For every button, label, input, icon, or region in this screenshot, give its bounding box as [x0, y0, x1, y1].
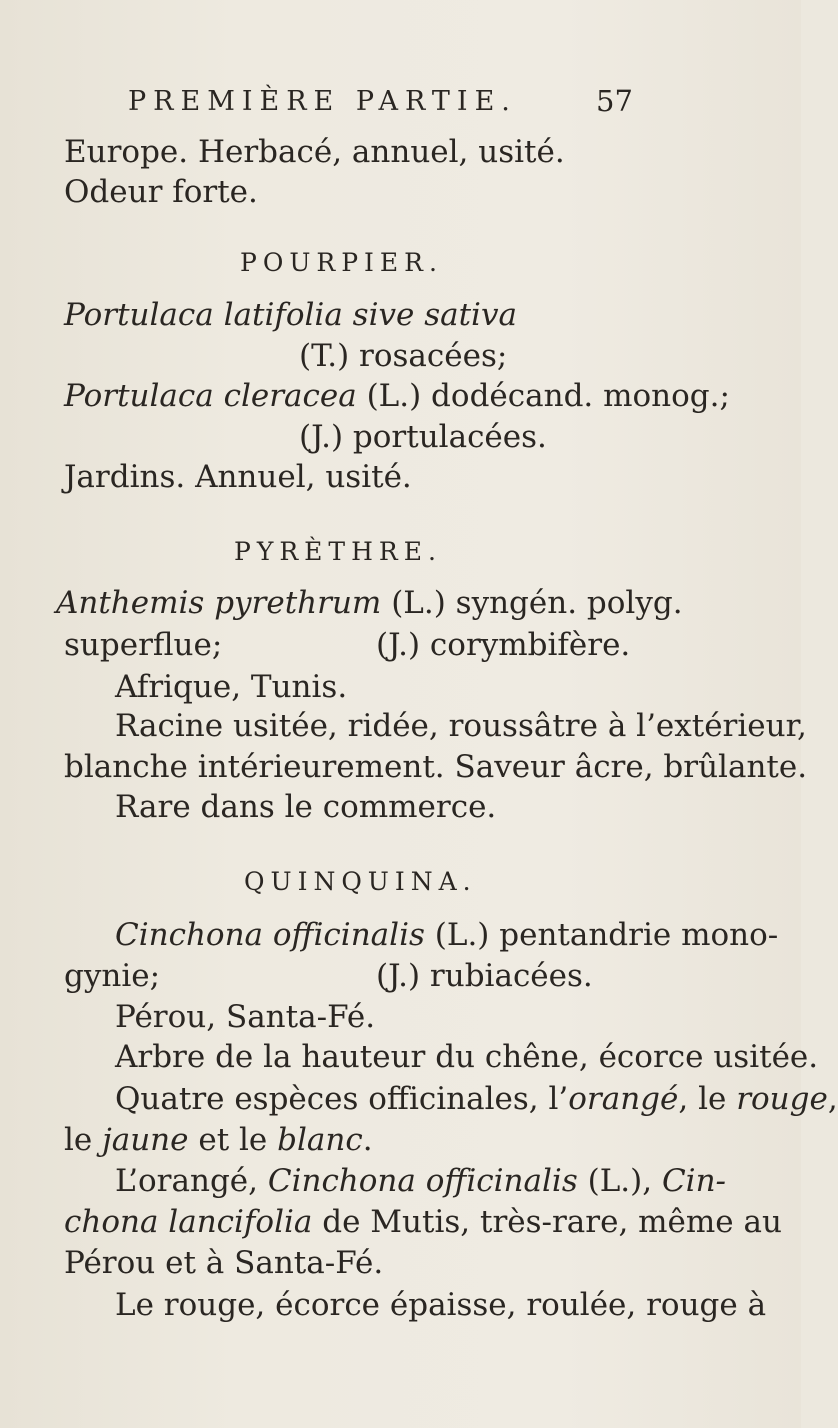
pourpier-classification-j: (J.) portulacées.	[299, 419, 547, 455]
quinquina-orange-line-3: Pérou et à Santa-Fé.	[64, 1245, 384, 1281]
pyrethre-description-1: Racine usitée, ridée, roussâtre à l’extérieur,	[115, 708, 807, 744]
pourpier-habitat: Jardins. Annuel, usité.	[64, 459, 412, 495]
quinquina-line-1	[115, 916, 778, 954]
text-span: le	[64, 1122, 103, 1158]
pyrethre-rarity: Rare dans le commerce.	[115, 789, 497, 825]
quinquina-rouge-line-1: Le rouge, écorce épaisse, roulée, rouge à	[115, 1287, 767, 1323]
pyrethre-line-1	[56, 584, 683, 622]
pourpier-latin-name: Portulaca latifolia sive sativa	[64, 297, 517, 333]
text-span: de Mutis, très-rare, même au	[312, 1204, 782, 1240]
quinquina-latin-name: Cinchona officinalis	[115, 917, 425, 953]
pourpier-latin-name-2: Portulaca cleracea	[64, 378, 357, 414]
species-rouge: rouge	[736, 1081, 828, 1117]
text-span: (L.),	[577, 1163, 662, 1199]
pyrethre-origin: Afrique, Tunis.	[115, 669, 348, 705]
species-blanc: blanc	[277, 1122, 363, 1158]
text-span: .	[362, 1122, 373, 1158]
quinquina-species-line-2	[64, 1121, 373, 1159]
species-orange: orangé	[568, 1081, 679, 1117]
intro-line-2: Odeur forte.	[64, 174, 258, 210]
quinquina-classification-l: (L.) pentandrie mono-	[434, 917, 779, 953]
text-span: Quatre espèces officinales, l’	[115, 1081, 569, 1117]
pyrethre-description-2: blanche intérieurement. Saveur âcre, brûlante.	[64, 749, 808, 785]
text-span: et le	[188, 1122, 278, 1158]
quinquina-description: Arbre de la hauteur du chêne, écorce usitée.	[115, 1039, 819, 1075]
pourpier-line-3	[64, 377, 730, 415]
text-span: ,	[827, 1081, 838, 1117]
species-jaune: jaune	[102, 1122, 189, 1158]
pyrethre-classification-j: (J.) corymbifère.	[376, 627, 631, 663]
latin-name: Cinchona officinalis	[267, 1163, 578, 1199]
pyrethre-superflue: superflue;	[64, 627, 223, 663]
latin-name-split: Cin-	[661, 1163, 727, 1199]
quinquina-classification-j: (J.) rubiacées.	[376, 958, 593, 994]
pyrethre-classification-l: (L.) syngén. polyg.	[391, 585, 683, 621]
pyrethre-latin-name: Anthemis pyrethrum	[56, 585, 382, 621]
text-span: L’orangé,	[115, 1163, 268, 1199]
quinquina-orange-line-2	[64, 1203, 782, 1241]
page-number: 57	[596, 84, 633, 118]
section-title-pourpier: POURPIER.	[240, 248, 443, 277]
quinquina-gynie: gynie;	[64, 958, 161, 994]
quinquina-orange-line-1	[115, 1162, 726, 1200]
latin-name: chona lancifolia	[64, 1204, 313, 1240]
pourpier-classification-l: (L.) dodécand. monog.;	[366, 378, 730, 414]
section-title-pyrethre: PYRÈTHRE.	[234, 537, 442, 566]
pourpier-classification-t: (T.) rosacées;	[299, 338, 508, 374]
section-title-quinquina: QUINQUINA.	[244, 867, 477, 896]
text-span: , le	[678, 1081, 737, 1117]
quinquina-species-line-1	[115, 1080, 838, 1118]
intro-line-1: Europe. Herbacé, annuel, usité.	[64, 134, 565, 170]
quinquina-origin: Pérou, Santa-Fé.	[115, 999, 376, 1035]
running-header: PREMIÈRE PARTIE.	[128, 86, 517, 117]
